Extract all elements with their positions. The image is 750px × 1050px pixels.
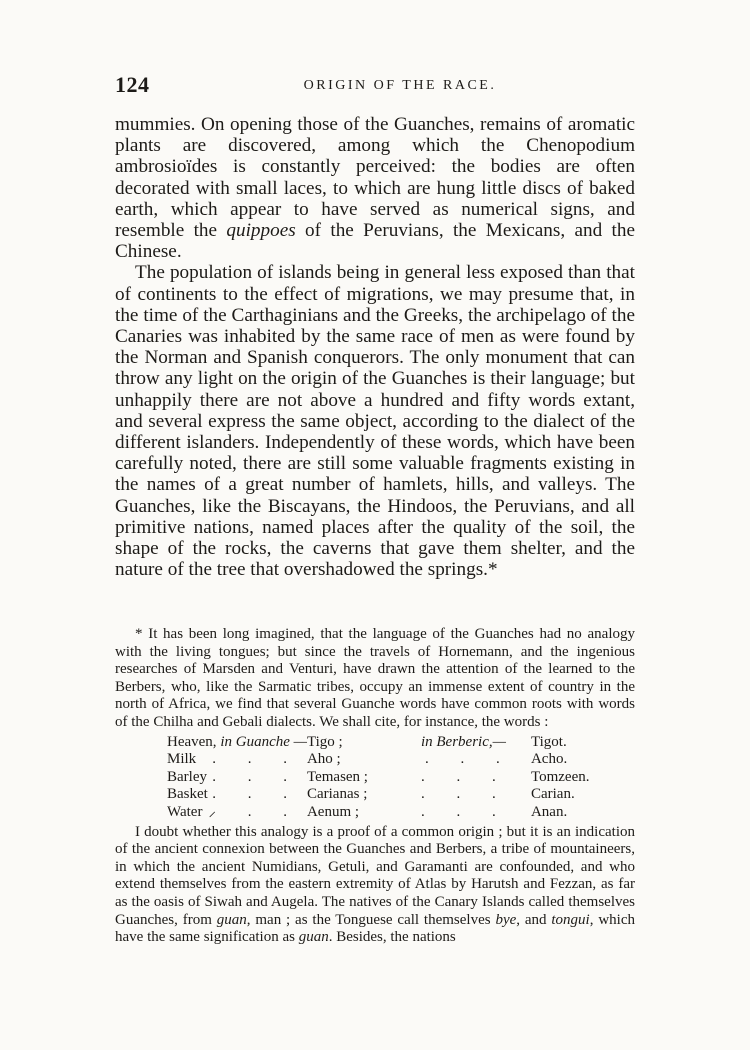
leader-dots: . . . (212, 786, 301, 803)
paragraph-text: mummies. On opening those of the Guanches, remains of aromatic plants are discovered, among which the Chenopodium ambrosioïdes is constantly perceived: the bodies are often decorated with small laces, to which are hung little discs of baked earth, which appear to have served as numerical signs, and resemble the (115, 114, 635, 242)
leader-dots: ⸝ . . (208, 803, 301, 820)
paragraph-continued (115, 114, 635, 262)
italic-term: bye (495, 911, 517, 928)
footnote-paragraph (115, 824, 635, 947)
leader-dots: . . . (420, 768, 510, 785)
guanche-word: Aho ; (306, 751, 341, 768)
leader-dots: . . . (212, 751, 301, 768)
running-title: ORIGIN OF THE RACE. (303, 78, 497, 93)
italic-term: quippoes (226, 220, 296, 242)
berberic-word: Tomzeen. (530, 768, 590, 785)
table-row (115, 786, 589, 804)
english-word: Heaven, (167, 733, 217, 750)
table-row (115, 751, 589, 769)
italic-term: guan (298, 929, 329, 946)
guanche-word: Temasen ; (306, 768, 368, 785)
table-row (115, 734, 589, 752)
word-comparison-table (115, 734, 589, 822)
in-berberic-label: in Berberic,— (420, 733, 506, 750)
footnote-text: I doubt whether this analogy is a proof of a common origin ; but it is an indication of the ancient connexion between the Guanches and Berbers, a tribe of mountaineers, in which the ancient Numidians, Getuli, and Garamanti are confounded, and who extend themselves from the eastern extremity of Atlas by Harutsh and Fezzan, as far as the oasis of Siwah and Augela. The natives of the Canary Islands called themselves Guanches, from (115, 823, 635, 928)
table-row (115, 769, 589, 787)
guanche-word: Tigo ; (306, 733, 343, 750)
table-row (115, 804, 589, 822)
berberic-word: Tigot. (530, 733, 567, 750)
paragraph: The population of islands being in general less exposed than that of continents to the effect of migrations, we may presume that, in the time of the Carthaginians and the Greeks, the archipelago of the Canaries was inhabited by the same race of men as were found by the Norman and Spanish conquerors. The only monument that can throw any light on the origin of the Guanches is their language; but unhappily there are not above a hundred and fifty words extant, and several express the same object, according to the dialect of the different islanders. Independently of these words, which have been carefully noted, there are still some valuable fragments existing in the names of a great number of hamlets, hills, and valleys. The Guanches, like the Biscayans, the Hindoos, the Peruvians, and all primitive nations, named places after the quality of the soil, the shape of the rocks, the caverns that gave them shelter, and the nature of the tree that overshadowed the springs.* (115, 262, 635, 581)
italic-term: tongui (551, 911, 590, 928)
footnote-text: , which have the same signification as (115, 911, 635, 946)
footnote (115, 626, 635, 947)
footnote-text: , man ; as the Tonguese call themselves (246, 911, 496, 928)
guanche-word: Aenum ; (306, 803, 360, 820)
main-text (115, 114, 635, 580)
leader-dots: . . . (420, 803, 510, 820)
guanche-word: Carianas ; (306, 786, 368, 803)
english-word: Water (167, 803, 203, 820)
footnote-text: . Besides, the nations (328, 929, 456, 946)
berberic-word: Carian. (530, 786, 575, 803)
berberic-word: Acho. (530, 751, 568, 768)
english-word: Basket (167, 786, 208, 803)
footnote-text: , and (516, 911, 552, 928)
leader-dots: . . . (424, 751, 514, 768)
page-number: 124 (115, 72, 150, 97)
footnote-intro: * It has been long imagined, that the language of the Guanches had no analogy with the living tongues; but since the travels of Hornemann, and the ingenious researches of Marsden and Venturi, have drawn the attention of the learned to the Berbers, who, like the Sarmatic tribes, occupy an immense extent of country in the north of Africa, we find that several Guanche words have common roots with words of the Chilha and Gebali dialects. We shall cite, for instance, the words : (115, 626, 635, 730)
in-guanche-label: in Guanche — (220, 733, 307, 750)
leader-dots: . . . (212, 768, 301, 785)
english-word: Milk (167, 751, 197, 768)
page-header (115, 72, 635, 106)
berberic-word: Anan. (530, 803, 568, 820)
italic-term: guan (216, 911, 247, 928)
paragraph-text: of the Peruvians, the Mexicans, and the Chinese. (115, 220, 635, 263)
leader-dots: . . . (420, 786, 510, 803)
english-word: Barley (167, 768, 207, 785)
